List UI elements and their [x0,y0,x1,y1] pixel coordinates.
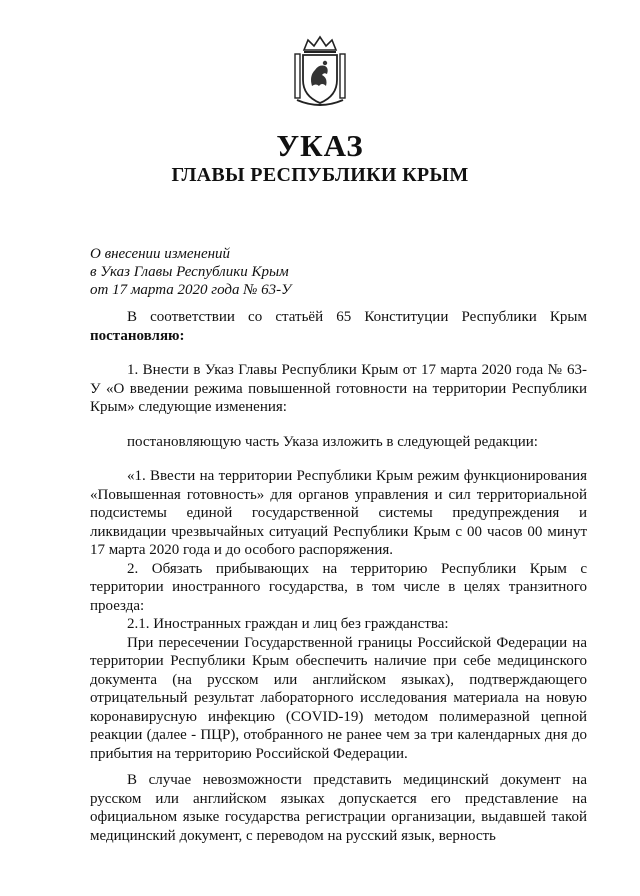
quoted-item-2-1-paragraph: 2.1. Иностранных граждан и лиц без гражданства: [127,616,449,632]
quoted-item-1-paragraph: «1. Ввести на территории Республики Крым режим функционирования «Повышенная готовность» для органов управления и сил территориальной подсистемы единой государственной системы предупреждения и ликвидации чрезвычайных ситуаций Республики Крым с 00 часов 00 минут 17 марта 2020 года и до особого распоряжения. [90,468,587,558]
preamble-paragraph [90,308,587,345]
subject-line: О внесении изменений [90,246,231,262]
quoted-item-2-paragraph: 2. Обязать прибывающих на территорию Республики Крым с территории иностранного государства, в том числе в целях транзитного проезда: [90,560,587,614]
border-crossing-paragraph: При пересечении Государственной границы Российской Федерации на территории Республики Крым обеспечить наличие при себе медицинского документа (на русском или английском языках), подтверждающего отрицательный результат лабораторного исследования материала на новую коронавирусную инфекцию (COVID-19) методом полимеразной цепной реакции (далее - ПЦР), отобранного не ранее чем за три календарных дня до прибытия на территорию Российской Федерации. [90,634,587,762]
crimea-coat-of-arms-icon [292,34,348,110]
preamble-text: В соответствии со статьёй 65 Конституции Республики Крым [127,309,587,325]
document-title: УКАЗ [276,128,364,163]
document-inability-paragraph: В случае невозможности представить медицинский документ на русском или английском языках допускается его представление на официальном языке государства регистрации организации, выдавшей такой медицинский документ, с переводом на русский язык, верность [90,772,587,844]
subject-line: в Указ Главы Республики Крым [90,264,289,280]
document-body [90,308,587,845]
subject-line: от 17 марта 2020 года № 63-У [90,282,292,298]
document-subject [90,245,291,299]
decree-word: постановляю: [90,327,185,344]
item-1-paragraph: 1. Внести в Указ Главы Республики Крым от 17 марта 2020 года № 63-У «О введении режима повышенной готовности на территории Республики Крым» следующие изменения: [90,362,587,415]
document-subtitle: ГЛАВЫ РЕСПУБЛИКИ КРЫМ [171,164,469,186]
instruction-paragraph: постановляющую часть Указа изложить в следующей редакции: [127,433,538,450]
